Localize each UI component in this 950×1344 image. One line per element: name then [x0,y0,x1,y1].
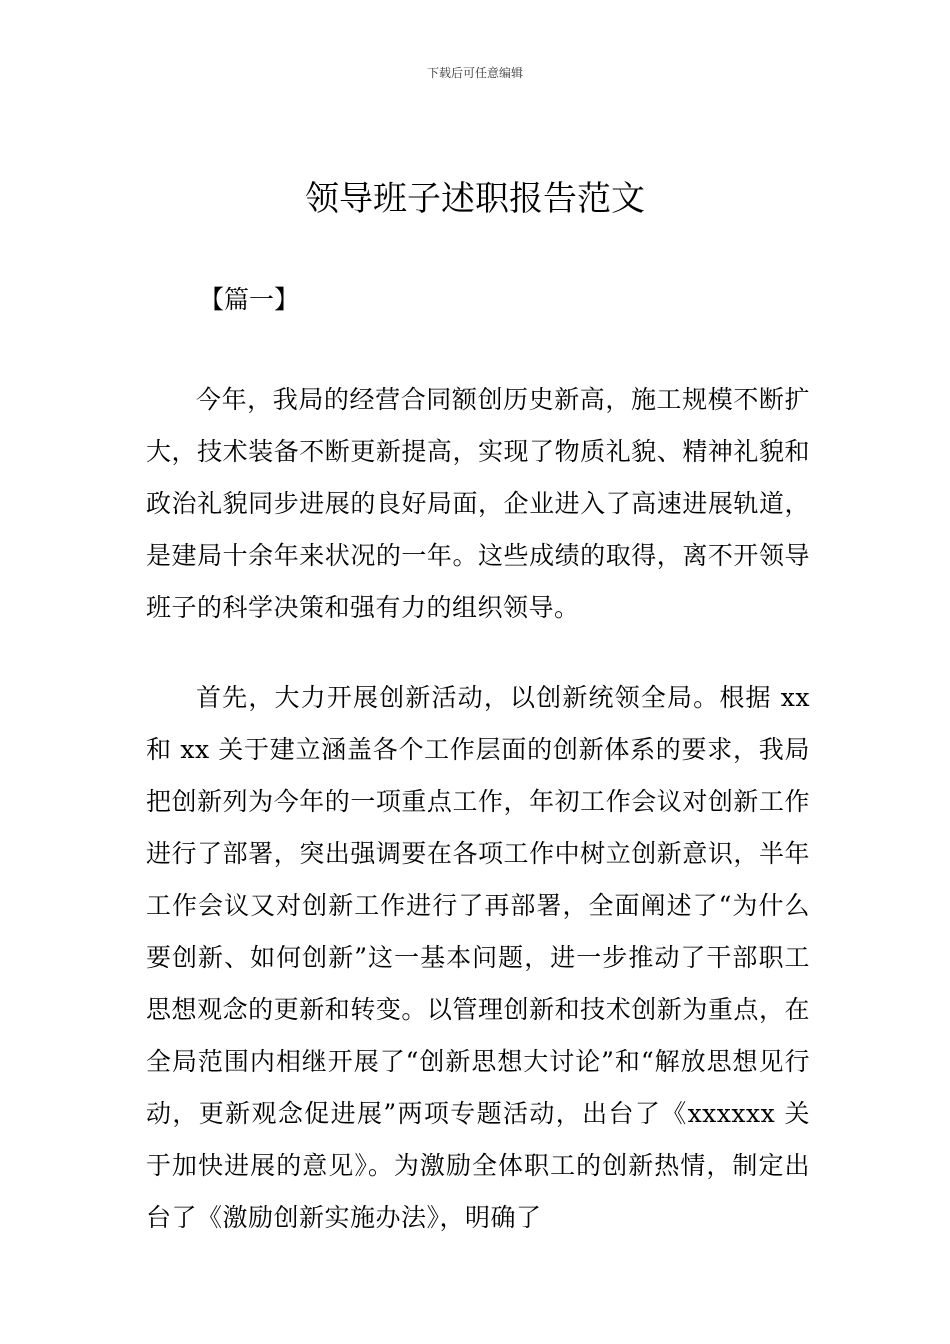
document-title: 领导班子述职报告范文 [305,179,645,219]
header-note: 下载后可任意编辑 [426,66,523,80]
section-label: 【篇一】 [199,285,300,314]
paragraph-2: 首先，大力开展创新活动，以创新统领全局。根据 xx 和 xx 关于建立涵盖各个工作层面的创新体系的要求，我局把创新列为今年的一项重点工作，年初工作会议对创新工作进行了部署，突出强调要在各项工作中树立创新意识，半年工作会议又对创新工作进行了再部署，全面阐述了“为什么要创新、如何创新”这一基本问题，进一步推动了干部职工思想观念的更新和转变。以管理创新和技术创新为重点，在全局范围内相继开展了“创新思想大讨论”和“解放思想见行动，更新观念促进展”两项专题活动，出台了《xxxxxx 关于加快进展的意见》。为激励全体职工的创新热情，制定出台了《激励创新实施办法》，明确了 [146,683,810,1232]
paragraph-1: 今年，我局的经营合同额创历史新高，施工规模不断扩大，技术装备不断更新提高，实现了物质礼貌、精神礼貌和政治礼貌同步进展的良好局面，企业进入了高速进展轨道，是建局十余年来状况的一年。这些成绩的取得，离不开领导班子的科学决策和强有力的组织领导。 [146,385,810,622]
